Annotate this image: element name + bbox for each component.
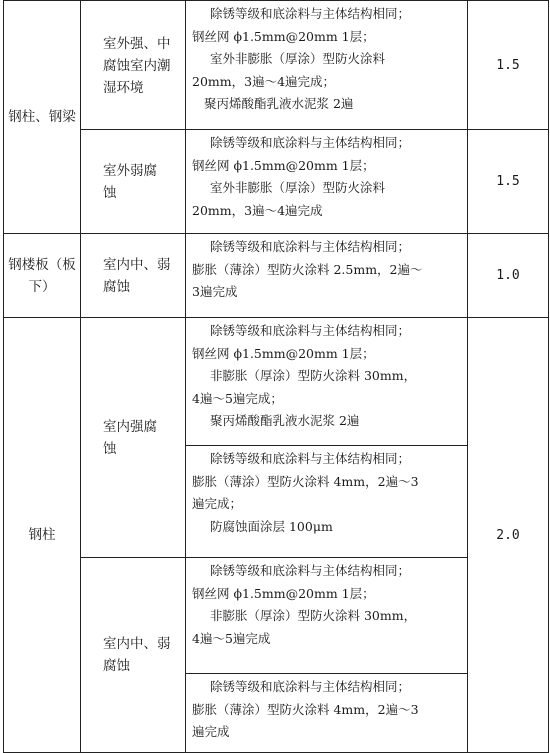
table-row [4, 234, 549, 318]
measure-cell: 除锈等级和底涂料与主体结构相同； 膨胀（薄涂）型防火涂料 4mm，2遍～3 遍完成 [186, 674, 468, 753]
thickness-cell: 1.0 [468, 234, 549, 318]
environment-cell: 室内中、弱 腐蚀 [81, 558, 186, 753]
environment-cell: 室内中、弱 腐蚀 [81, 234, 186, 318]
environment-cell: 室外弱腐 蚀 [81, 130, 186, 234]
measure-cell: 除锈等级和底涂料与主体结构相同； 钢丝网 ϕ1.5mm@20mm 1层； 非膨胀（厚涂）型防火涂料 30mm， 4遍～5遍完成 [186, 558, 468, 674]
environment-cell: 室外强、中 腐蚀室内潮 湿环境 [81, 1, 186, 130]
thickness-cell: 1.5 [468, 130, 549, 234]
thickness-cell: 1.5 [468, 1, 549, 130]
table-row [4, 1, 549, 130]
member-cell: 钢楼板（板下） [4, 234, 81, 318]
measure-cell: 除锈等级和底涂料与主体结构相同； 膨胀（薄涂）型防火涂料 2.5mm，2遍～ 3遍完成 [186, 234, 468, 318]
measure-cell: 除锈等级和底涂料与主体结构相同； 钢丝网 ϕ1.5mm@20mm 1层； 室外非膨胀（厚涂）型防火涂料 20mm，3遍～4遍完成； 聚丙烯酸酯乳液水泥浆 2遍 [186, 1, 468, 130]
measure-cell: 除锈等级和底涂料与主体结构相同； 膨胀（薄涂）型防火涂料 4mm，2遍～3 遍完成； 防腐蚀面涂层 100μm [186, 446, 468, 558]
member-cell: 钢柱、钢梁 [4, 1, 81, 234]
environment-cell: 室内强腐 蚀 [81, 318, 186, 558]
measure-cell: 除锈等级和底涂料与主体结构相同； 钢丝网 ϕ1.5mm@20mm 1层； 非膨胀（厚涂）型防火涂料 30mm， 4遍～5遍完成； 聚丙烯酸酯乳液水泥浆 2遍 [186, 318, 468, 446]
fireproofing-table [3, 0, 549, 753]
table-row [4, 558, 549, 674]
measure-cell: 除锈等级和底涂料与主体结构相同； 钢丝网 ϕ1.5mm@20mm 1层； 室外非膨胀（厚涂）型防火涂料 20mm，3遍～4遍完成 [186, 130, 468, 234]
table-row [4, 130, 549, 234]
table-row [4, 318, 549, 446]
member-cell: 钢柱 [4, 318, 81, 753]
thickness-cell: 2.0 [468, 318, 549, 753]
